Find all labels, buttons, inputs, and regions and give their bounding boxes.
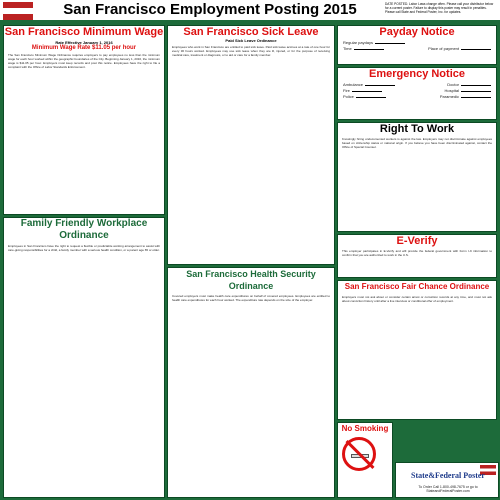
min-wage-sub: Rate Effective January 1, 2016 xyxy=(55,40,113,45)
panel-minimum-wage xyxy=(3,25,165,215)
sick-leave-title: San Francisco Sick Leave xyxy=(183,26,319,38)
panel-right-to-work xyxy=(337,122,497,232)
sick-leave-sub: Paid Sick Leave Ordinance xyxy=(225,38,277,43)
everify-title: E-Verify xyxy=(396,235,438,247)
min-wage-title: San Francisco Minimum Wage xyxy=(4,26,164,38)
emergency-field: Police xyxy=(343,94,386,100)
payday-field: Place of payment xyxy=(428,46,491,52)
emergency-title: Emergency Notice xyxy=(369,68,465,80)
brand-name: State&Federal Poster xyxy=(411,471,485,480)
emergency-field: Fire xyxy=(343,88,382,94)
min-wage-rate: Minimum Wage Rate $11.05 per hour xyxy=(31,45,137,51)
emergency-field: Paramedic xyxy=(440,94,491,100)
payday-title: Payday Notice xyxy=(379,26,455,38)
poster-title: San Francisco Employment Posting 2015 xyxy=(63,1,357,18)
panel-no-smoking xyxy=(337,422,393,498)
min-wage-body: The San Francisco Minimum Wage Ordinance requires employers to pay employees no less than the minimum wage for each hour worked within the geographic boundaries of the City. Beginning January 1, 2016, the minimum wage is $11.05 per hour. Employers must keep records and post this notice. Employees have the right to file a complaint with the Office of Labor Standards Enforcement. xyxy=(8,53,160,69)
sick-leave-body: Employees who work in San Francisco are entitled to paid sick leave. Paid sick leave accrues at a rate of one hour for every 30 hours worked. Employees may use sick leave when they are ill, injured, or for the purpose of receiving medical care, treatment or diagnosis, or to aid or care for a family member. xyxy=(172,45,330,57)
panel-fair-chance xyxy=(337,280,497,420)
payday-field: Regular paydays xyxy=(343,40,405,46)
payday-field: Time xyxy=(343,46,384,52)
emergency-field: Doctor xyxy=(447,82,491,88)
panel-everify xyxy=(337,234,497,278)
everify-body: This employer participates in E-Verify and will provide the federal government with Form I-9 information to confirm that you are authorized to work in the U.S. xyxy=(342,249,492,257)
no-smoking-icon xyxy=(342,437,376,471)
fair-chance-body: Employers must not ask about or consider certain arrest or conviction records at any time, and must not ask about conviction history until after a live interview or conditional offer of employment. xyxy=(342,295,492,303)
health-title: San Francisco Health Security Ordinance xyxy=(186,269,316,291)
fair-chance-title: San Francisco Fair Chance Ordinance xyxy=(344,282,490,291)
no-smoking-title: No Smoking xyxy=(341,424,389,433)
panel-emergency xyxy=(337,67,497,120)
panel-payday xyxy=(337,25,497,65)
panel-sick-leave xyxy=(167,25,335,265)
right-to-work-title: Right To Work xyxy=(379,123,455,135)
brand-box xyxy=(395,462,499,498)
flag-icon xyxy=(3,2,33,20)
panel-family-friendly xyxy=(3,217,165,498)
health-body: Covered employers must make health care expenditures on behalf of covered employees. Employees are entitled to health care expenditures for each hour worked. The expenditure rate depends on the size of the employer. xyxy=(172,294,330,302)
family-title: Family Friendly Workplace Ordinance xyxy=(20,218,148,241)
brand-phone: To Order Call 1-800-498-7675 or go to StateandFederalPoster.com xyxy=(418,485,478,493)
right-to-work-body: Knowingly hiring undocumented workers is against the law. Employers may not discriminate against employees based on citizenship status or national origin. If you believe you have been discriminated against, contact the Office of Special Counsel. xyxy=(342,137,492,149)
header xyxy=(0,0,500,22)
emergency-field: Hospital xyxy=(445,88,491,94)
emergency-field: Ambulance xyxy=(343,82,395,88)
date-posted-notice: DATE POSTED. Labor Laws change often. Please call your distributor below for a current poster. Failure to display this poster may result in penalties. Please call State and Federal Poster, Inc. for updates. xyxy=(385,2,494,14)
panel-health-security xyxy=(167,267,335,498)
family-body: Employees in San Francisco have the right to request a flexible or predictable working arrangement to assist with care-giving responsibilities for a child, a family member with a serious health condition, or a parent age 65 or older. xyxy=(8,244,160,252)
